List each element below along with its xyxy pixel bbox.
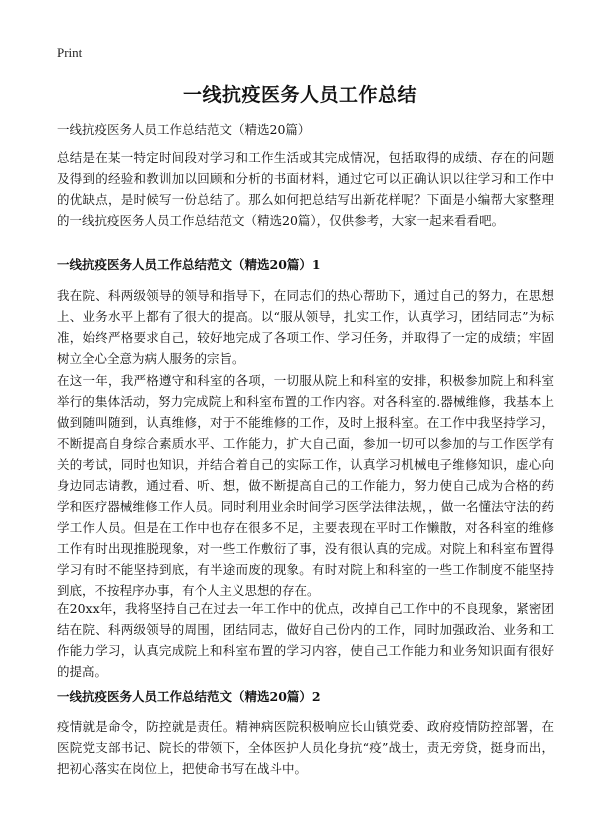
section-1-paragraph-2: 在这一年，我严格遵守和科室的各项，一切服从院上和科室的安排，积极参加院上和科室举行的集体活动，努力完成院上和科室布置的工作内容。对各科室的.器械维修，我基本上做到随叫随到，认真维修，对于不能维修的工作，及时上报科室。在工作中我坚持学习，不断提高自身综合素质水平、工作能力，扩大自己面，参加一切可以参加的与工作医学有关的考试，同时也知识，并结合着自己的实际工作，认真学习机械电子维修知识，虚心向身边同志请教，通过看、听、想，做不断提高自己的工作能力，努力使自己成为合格的药学和医疗器械维修工作人员。同时利用业余时间学习医学法律法规，，做一名懂法守法的药学工作人员。但是在工作中也存在很多不足，主要表现在平时工作懒散，对各科室的维修工作有时出现推脱现象，对一些工作敷衍了事，没有很认真的完成。对院上和科室布置得学习有时不能坚持到底，有半途而废的现象。有时对院上和科室的一些工作制度不能坚持到底，不按程序办事，有个人主义思想的存在。: [57, 373, 554, 598]
print-label[interactable]: Print: [57, 45, 83, 60]
intro-paragraph: 总结是在某一特定时间段对学习和工作生活或其完成情况，包括取得的成绩、存在的问题及得到的经验和教训加以回顾和分析的书面材料，通过它可以正确认识以往学习和工作中的优缺点，是时候写一份总结了。那么如何把总结写出新花样呢？下面是小编帮大家整理的一线抗疫医务人员工作总结范文（精选20篇），仅供参考，大家一起来看看吧。: [57, 150, 554, 228]
document-subtitle: 一线抗疫医务人员工作总结范文（精选20篇）: [57, 122, 311, 137]
section-2-paragraph-1: 疫情就是命令，防控就是责任。精神病医院积极响应长山镇党委、政府疫情防控部署，在医院党支部书记、院长的带领下，全体医护人员化身抗“疫”战士，责无旁贷，挺身而出，把初心落实在岗位上，把使命书写在战斗中。: [57, 719, 554, 776]
document-title: 一线抗疫医务人员工作总结: [182, 84, 417, 106]
section-heading-2: 一线抗疫医务人员工作总结范文（精选20篇）2: [57, 689, 321, 704]
section-1-paragraph-3: 在20xx年，我将坚持自己在过去一年工作中的优点，改掉自己工作中的不良现象，紧密团结在院、科两级领导的周围，团结同志，做好自己份内的工作，同时加强政治、业务和工作能力学习，认真完成院上和科室布置的学习内容，使自己工作能力和业务知识面有很好的提高。: [57, 601, 554, 679]
section-heading-1: 一线抗疫医务人员工作总结范文（精选20篇）1: [57, 257, 321, 272]
section-1-paragraph-1: 我在院、科两级领导的领导和指导下，在同志们的热心帮助下，通过自己的努力，在思想上、业务水平上都有了很大的提高。以“服从领导，扎实工作，认真学习，团结同志”为标准，始终严格要求自己，较好地完成了各项工作、学习任务，并取得了一定的成绩；牢固树立全心全意为病人服务的宗旨。: [57, 288, 554, 366]
